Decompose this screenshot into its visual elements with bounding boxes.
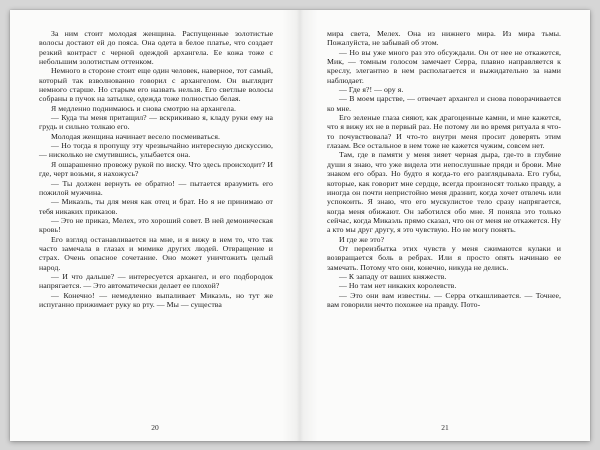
page-number-right: 21	[441, 423, 449, 432]
paragraph: Я медленно поднимаюсь и снова смотрю на архангела.	[51, 103, 236, 113]
paragraph: И где же это?	[339, 234, 385, 244]
page-number-left: 20	[151, 423, 159, 432]
paragraph: мира света, Мелех. Она из нижнего мира. Из мира тьмы. Пожалуйста, не забывай об этом.	[327, 29, 561, 48]
paragraph: Там, где в памяти у меня зияет черная дыра, где-то в глубине души я знаю, что уже видела эти непослушные пряди и брови. Мне знаком его образ. Но будто я когда-то его разглядывала. Его губы, которые, как говорит мне сердце, всегда произносят только правду, а иногда он почти непристойно меня дразнит, когда хочет отвлечь или успокоить. Я знаю, что его мускулистое тело сразу напрягается, когда меня обижают. Он заботился обо мне. Я поняла это только сейчас, когда Микаэль прямо сказал, что он от меня не откажется. Ну а кто мы друг другу, я это чувствую. Но не могу понять.	[327, 150, 562, 235]
paragraph: За ним стоит молодая женщина. Распущенные золотистые волосы достают ей до пояса. Она одета в белое платье, что создает резкий контраст с черной одеждой архангела. Ее кожа тоже с небольшим золотистым оттенком.	[39, 29, 273, 67]
paragraph: Немного в стороне стоит еще один человек, наверное, тот самый, который так взволнованно говорил с архангелом. Он выглядит немного старше. Но старым его назвать нельзя. Его светлые волосы собраны в пучок на затылке, одежда тоже полностью белая.	[39, 66, 273, 104]
paragraph: — Это не приказ, Мелех, это хороший совет. В ней демоническая кровь!	[39, 215, 273, 235]
paragraph: Его зеленые глаза сияют, как драгоценные камни, и мне кажется, что я вижу их не в первый раз. Не потому ли во время ритуала я что-то почувствовала? И что-то внутри меня просит доверять этим глазам. Все остальное в нем тоже не кажется чужим, совсем нет.	[327, 113, 561, 151]
paragraph: — Но тогда я пропущу эту чрезвычайно интересную дискуссию, — нисколько не смутившись, улыбается она.	[39, 141, 273, 160]
paragraph: — Но там нет никаких королевств.	[339, 281, 457, 291]
paragraph: — В моем царстве, — отвечает архангел и снова поворачивается ко мне.	[327, 94, 561, 113]
paragraph: — Конечно! — немедленно выпаливает Микаэль, но тут же испуганно прижимает руку ко рту. — Мы — существа	[39, 290, 273, 309]
paragraph: — Это они вам известны. — Серра откашливается. — Точнее, вам говорили нечто похожее на правду. Пото-	[327, 290, 561, 309]
page-right[interactable]	[300, 10, 590, 441]
book-spread	[10, 10, 590, 441]
paragraph: Его взгляд останавливается на мне, и я вижу в нем то, что так часто замечала в глазах и мимике других людей. Отвращение и страх. Очень опасное сочетание. Оно может уничтожить целый народ.	[39, 234, 273, 272]
paragraph: — И что дальше? — интересуется архангел, и его подбородок напрягается. — Это автоматически делает ее плохой?	[39, 271, 273, 291]
paragraph: — Где я?! — ору я.	[339, 85, 404, 95]
paragraph: От переизбытка этих чувств у меня сжимаются кулаки и возвращается боль в ребрах. Или я просто опять начинаю ее замечать. Потому что они, конечно, никуда не делись.	[327, 243, 561, 272]
page-left-text	[39, 29, 273, 309]
paragraph: — Ты должен вернуть ее обратно! — пытается вразумить его пожилой мужчина.	[39, 178, 273, 197]
paragraph: Молодая женщина начинает весело посмеиваться.	[51, 131, 220, 141]
page-left[interactable]	[10, 10, 300, 441]
page-right-text	[327, 29, 561, 309]
paragraph: — Но вы уже много раз это обсуждали. Он от нее не откажется, Мик, — томным голосом замечает Серра, плавно направляется к креслу, элегантно в нем располагается и выжидательно за нами наблюдает.	[327, 47, 561, 85]
paragraph: Я ошарашенно провожу рукой по виску. Что здесь происходит? И где, черт возьми, я нахожусь?	[39, 159, 273, 179]
paragraph: — Микаэль, ты для меня как отец и брат. Но я не принимаю от тебя никаких приказов.	[39, 197, 273, 216]
paragraph: — Куда ты меня притащил? — вскрикиваю я, кладу руки ему на грудь и сильно толкаю его.	[39, 113, 273, 132]
paragraph: — К западу от ваших княжеств.	[339, 271, 447, 281]
